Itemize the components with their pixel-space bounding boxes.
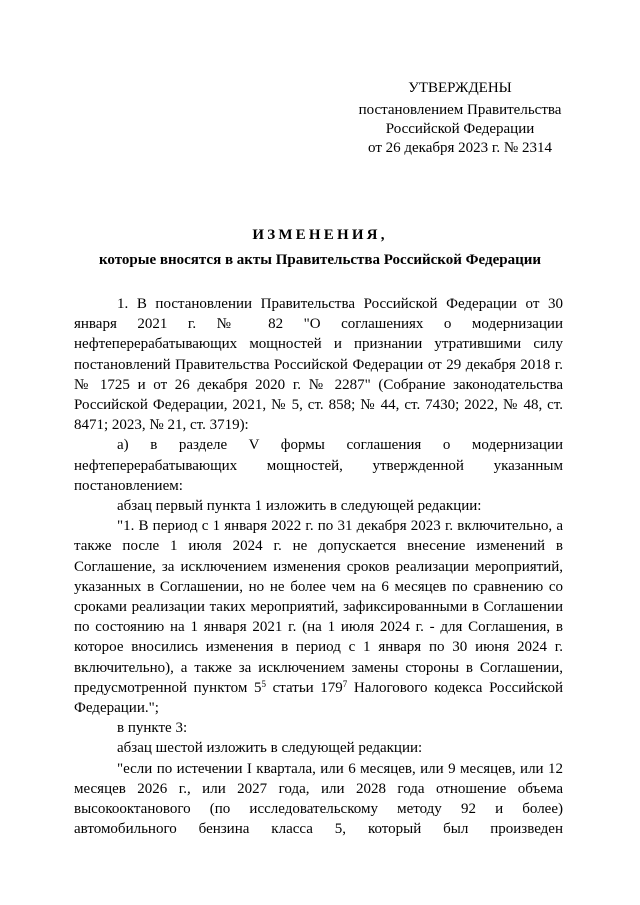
paragraph-text: "1. В период с 1 января 2022 г. по 31 декабря 2023 г. включительно, а также после 1 июля 2024 г. не допускается внесение изменений в Соглашение, за исключением изменения сроков реализации мероприятий, указанных в Соглашении, но не более чем на 6 месяцев по сравнению со сроками реализации таких мероприятий, зафиксированными в Соглашении по состоянию на 1 января 2021 г. (на 1 июля 2024 г. - для Соглашения, в которое вносились изменения в период с 1 января по 30 июня 2024 г. включительно), а также за исключением замены стороны в Соглашении, предусмотренной пунктом 5: [74, 518, 563, 696]
superscript: 7: [342, 678, 348, 689]
approval-block: [330, 79, 590, 158]
paragraph: [74, 516, 563, 718]
paragraph-text: Налогового кодекса Российской Федерации.";: [74, 679, 563, 717]
paragraph: "если по истечении I квартала, или 6 месяцев, или 9 месяцев, или 12 месяцев 2026 г., или 2027 года, или 2028 года отношение объема высокооктанового (по исследовательскому методу 92 и более) автомобильного бензина класса 5, который был произведен: [74, 760, 563, 838]
paragraph: 1. В постановлении Правительства Российской Федерации от 30 января 2021 г. № 82 "О соглашениях о модернизации нефтеперерабатывающих мощностей и признании утратившими силу постановлений Правительства Российской Федерации от 29 декабря 2018 г. № 1725 и от 26 декабря 2020 г. № 2287" (Собрание законодательства Российской Федерации, 2021, № 5, ст. 858; № 44, ст. 7430; 2022, № 48, ст. 8471; 2023, № 21, ст. 3719):: [74, 296, 563, 434]
approval-line: от 26 декабря 2023 г. № 2314: [368, 140, 552, 156]
paragraph-text: статьи 179: [265, 679, 343, 696]
document-subtitle: которые вносятся в акты Правительства Российской Федерации: [98, 252, 542, 268]
document-body: [74, 294, 563, 839]
paragraph: абзац первый пункта 1 изложить в следующей редакции:: [117, 498, 482, 515]
approval-line: Российской Федерации: [385, 121, 535, 137]
paragraph: абзац шестой изложить в следующей редакции:: [117, 740, 423, 757]
superscript: 5: [261, 678, 266, 689]
paragraph: в пункте 3:: [117, 720, 188, 737]
paragraph: а) в разделе V формы соглашения о модернизации нефтеперерабатывающих мощностей, утвержденной указанным постановлением:: [74, 437, 563, 494]
approval-line: постановлением Правительства: [358, 102, 562, 118]
document-title: ИЗМЕНЕНИЯ,: [252, 227, 388, 243]
approval-title: УТВЕРЖДЕНЫ: [408, 80, 512, 96]
